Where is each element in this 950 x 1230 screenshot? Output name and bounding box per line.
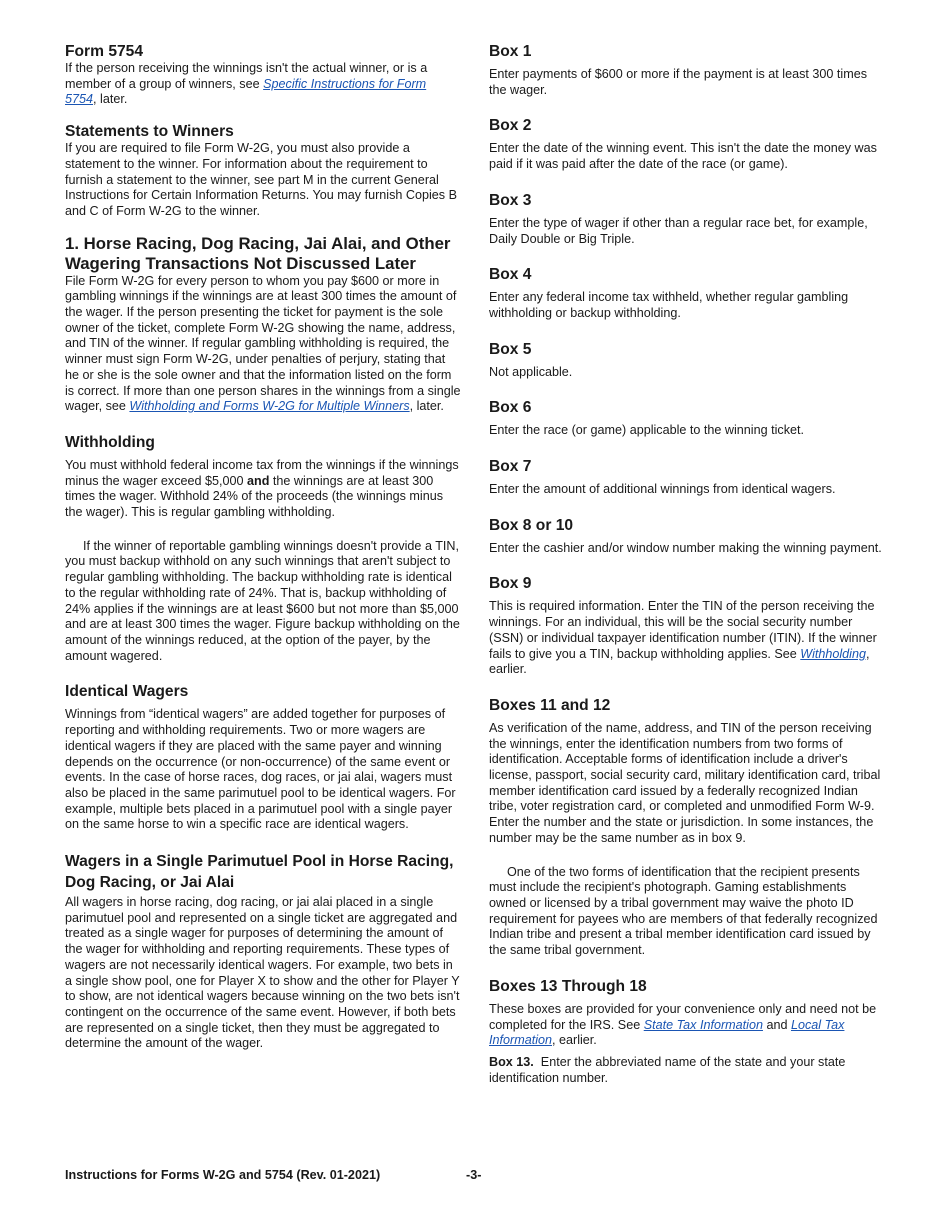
- box2-text: Enter the date of the winning event. This isn't the date the money was paid if it was paid after the date of the race (or game).: [489, 141, 877, 172]
- state-tax-link[interactable]: State Tax Information: [643, 1017, 763, 1032]
- box8-text: Enter the cashier and/or window number making the winning payment.: [489, 540, 882, 555]
- form5754-text-post: , later.: [93, 92, 128, 107]
- withholding-p1-bold: and: [247, 473, 270, 488]
- box5-heading: Box 5: [489, 340, 532, 358]
- box2-heading: Box 2: [489, 117, 532, 135]
- identical-text: Winnings from “identical wagers” are added together for purposes of reporting and withholding requirements. Two or more wagers are identical wagers if they are placed with the same payer and winning depends on the occurrence (or non-occurrence) of the same event or events. In the case of horse races, dog races, or jai alai, wagers must also be placed in the same parimutuel pool to be identical wagers. For example, multiple bets placed in a parimutuel pool with a single payer on the same horse to win a specific race are identical wagers.: [65, 707, 456, 832]
- withholding-p2: If the winner of reportable gambling winnings doesn't provide a TIN, you must backup withhold on any such winnings that aren't subject to regular gambling withholding. The backup withholding rate is identical to the regular withholding rate of 24%. That is, backup withholding of 24% applies if the winnings are at least $600 but not more than $5,000 and are at least 300 times the wager. Figure backup withholding on the amount of the winnings reduced, at the option of the payer, by the amount wagered.: [65, 538, 460, 663]
- local-tax-link[interactable]: Local Tax Information: [489, 1017, 845, 1048]
- multiple-winners-link[interactable]: Withholding and Forms W-2G for Multiple Winners: [129, 399, 410, 414]
- withholding-link[interactable]: Withholding: [800, 646, 866, 661]
- box13-p1-mid: and: [762, 1017, 791, 1032]
- box13-p2-text: Enter the abbreviated name of the state and your state identification number.: [489, 1054, 849, 1085]
- box13-p1: [489, 1002, 885, 1049]
- footer-title: Instructions for Forms W-2G and 5754 (Rev. 01-2021): [65, 1168, 381, 1182]
- box9-text-pre: This is required information. Enter the TIN of the person receiving the winnings. For an individual, this will be the social security number (SSN) or individual taxpayer identification number (ITIN). If the winner fails to give you a TIN, backup withholding applies. See: [489, 599, 877, 661]
- section1-text: [65, 274, 461, 415]
- withholding-p1-pre: You must withhold federal income tax from the winnings if the winnings minus the wager exceed $5,000: [65, 457, 459, 488]
- box13-p2: [489, 1055, 885, 1086]
- box11-p1: As verification of the name, address, and TIN of the person receiving the winnings, enter the identification numbers from two forms of identification. Acceptable forms of identification include a driver's license, passport, social security card, military identification card, tribal member identification card issued by a federally recognized Indian tribe, voter registration card, or completed and unmodified Form W-9. Enter the number and the state or jurisdiction. In some instances, the number may be the same number as in box 9.: [489, 720, 881, 845]
- box3-heading: Box 3: [489, 191, 532, 209]
- withholding-p1-post: the winnings are at least 300 times the wager. Withhold 24% of the proceeds (the winnings minus the wager). This is regular gambling withholding.: [65, 473, 444, 520]
- statements-heading: Statements to Winners: [65, 123, 234, 141]
- box6-text: Enter the race (or game) applicable to the winning ticket.: [489, 423, 805, 438]
- page-number: -3-: [466, 1168, 482, 1182]
- box3-text: Enter the type of wager if other than a regular race bet, for example, Daily Double or Big Triple.: [489, 215, 868, 246]
- withholding-heading: Withholding: [65, 433, 155, 451]
- form5754-text-pre: If the person receiving the winnings isn't the actual winner, or is a member of a group of winners, see: [65, 61, 428, 91]
- box5-text: Not applicable.: [489, 364, 573, 379]
- identical-heading: Identical Wagers: [65, 683, 189, 701]
- box13-p1-post: , earlier.: [552, 1033, 597, 1048]
- statements-text: If you are required to file Form W-2G, you must also provide a statement to the winner. For information about the requirement to furnish a statement to the winner, see part M in the current General Instructions for Certain Information Returns. You may furnish Copies B and C of Form W-2G to the winner.: [65, 141, 457, 218]
- box9-text: [489, 599, 885, 678]
- box7-heading: Box 7: [489, 458, 532, 476]
- box4-heading: Box 4: [489, 266, 532, 284]
- section1-text-post: , later.: [409, 399, 444, 414]
- box6-heading: Box 6: [489, 399, 532, 417]
- box8-heading: Box 8 or 10: [489, 516, 574, 534]
- form5754-heading: Form 5754: [65, 43, 144, 60]
- box13-label: Box 13.: [489, 1054, 534, 1069]
- box13-p1-pre: These boxes are provided for your convenience only and need not be completed for the IRS. See: [489, 1001, 877, 1032]
- box9-heading: Box 9: [489, 575, 532, 593]
- section1-text-pre: File Form W-2G for every person to whom you pay $600 or more in gambling winnings if the winnings are at least 300 times the amount of the wager. If the person presenting the ticket for payment is the sole owner of the ticket, complete Form W-2G showing the name, address, and TIN of the winner. If regular gambling withholding is required, the winner must sign Form W-2G, under penalties of perjury, stating that he or she is the sole owner and that the information listed on the form is correct. If more than one person shares in the winnings from a single wager, see: [65, 273, 461, 414]
- section1-heading: 1. Horse Racing, Dog Racing, Jai Alai, and Other Wagering Transactions Not Discussed Later: [65, 233, 451, 273]
- form5754-link[interactable]: Specific Instructions for Form 5754: [65, 76, 427, 107]
- form5754-text: [65, 61, 461, 108]
- left-column: [65, 42, 461, 1052]
- box1-text: Enter payments of $600 or more if the payment is at least 300 times the wager.: [489, 67, 868, 97]
- parimutuel-text: All wagers in horse racing, dog racing, or jai alai placed in a single parimutuel pool and represented on a single ticket are aggregated and treated as a single wager for purposes of determining the amount of the wager for withholding and reporting requirements. These types of wagers are not necessarily identical wagers. For example, two bets in a single show pool, one for Player X to show and the other for Player Y to show, are not identical wagers because winning on the two bets isn't contingent on the occurrence of the same event. However, if both bets are represented on a single ticket, then they must be aggregated to determine the amount of the wager.: [65, 895, 460, 1051]
- parimutuel-heading: Wagers in a Single Parimutuel Pool in Horse Racing, Dog Racing, or Jai Alai: [65, 853, 454, 892]
- box9-text-post: , earlier.: [489, 646, 870, 677]
- box11-heading: Boxes 11 and 12: [489, 696, 611, 714]
- box4-text: Enter any federal income tax withheld, whether regular gambling withholding or backup withholding.: [489, 290, 849, 320]
- box13-heading: Boxes 13 Through 18: [489, 977, 647, 995]
- box1-heading: Box 1: [489, 43, 532, 60]
- box7-text: Enter the amount of additional winnings from identical wagers.: [489, 482, 836, 497]
- box11-p2: One of the two forms of identification that the recipient presents must include the recipient's photograph. Gaming establishments owned or licensed by a tribal government may waive the photo ID requirement for payees who are members of that federally recognized Indian tribe and present a tribal member identification card issued by the same tribal government.: [489, 864, 878, 958]
- right-column: [489, 42, 885, 1086]
- withholding-p1: [65, 458, 461, 521]
